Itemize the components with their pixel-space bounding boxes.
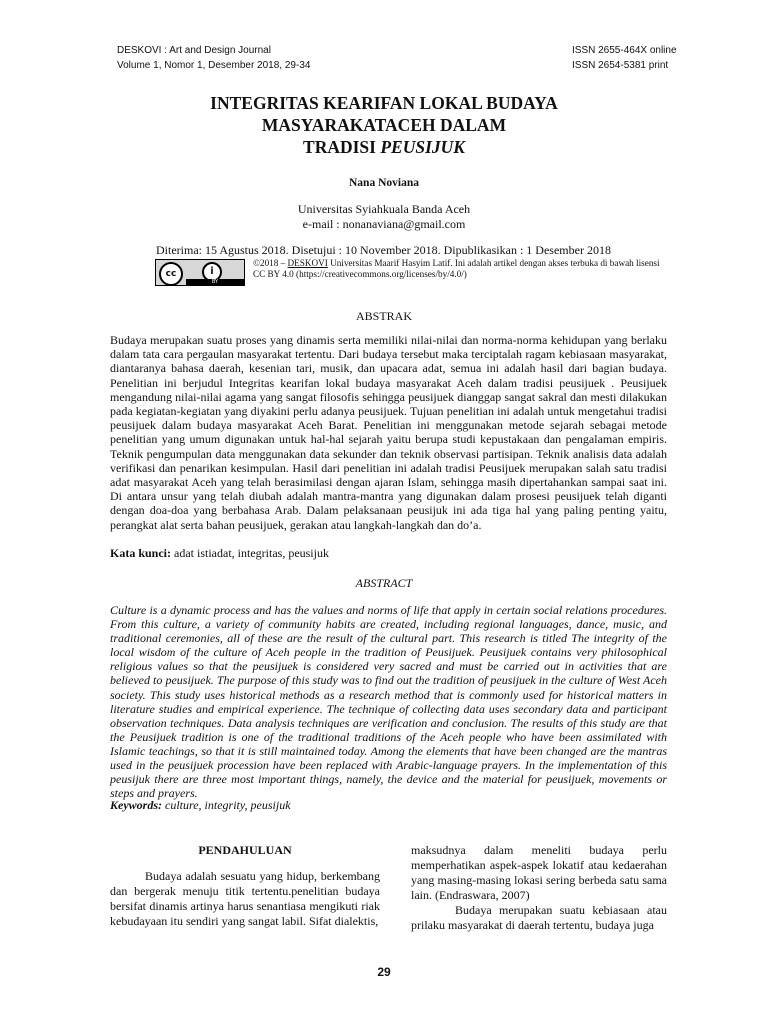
by-label: BY (186, 279, 244, 285)
running-header-left (117, 43, 310, 73)
license-notice (253, 258, 663, 280)
journal-name: DESKOVI : Art and Design Journal (117, 45, 271, 56)
issn-online: ISSN 2655-464X online (572, 45, 677, 56)
abstrak-heading: ABSTRAK (355, 309, 412, 323)
intro-paragraph-right-2: Budaya merupakan suatu kebiasaan atau prilaku masyarakat di daerah tertentu, budaya juga (411, 903, 667, 932)
author-email: e-mail : nonanaviana@gmail.com (302, 217, 466, 231)
title-line-3-prefix: TRADISI (303, 137, 381, 157)
title-line-3-italic: PEUSIJUK (380, 137, 465, 157)
abstrak-text: Budaya merupakan suatu proses yang dinamis serta memiliki nilai-nilai dan norma-norma kehidupan yang berlaku dalam tata cara pergaulan masyarakat tertentu. Dari budaya tersebut maka terciptalah ragam kebiasaan masyarakat, diantaranya bahasa daerah, kesenian tari, musik, dan upacara adat, semua ini adalah hasil dari bagian budaya. Penelitian ini berjudul Integritas kearifan lokal budaya masyarakat Aceh dalam tradisi peusijuek . Peusijuek mengandung nilai-nilai agama yang sangat filosofis sehingga peusijuek dianggap sangat sakral dan mesti dilakukan pada kegiatan-kegiatan yang diyakini perlu adanya peusijuek. Tujuan penelitian ini adalah untuk mengetahui tradisi peusijuek dalam budaya masyarakat Aceh Barat. Penelitian ini menggunakan metode sejarah sebagai metode penelitian yang umum digunakan untuk hal-hal sejarah yaitu berupa studi kepustakaan dan pengalaman empiris. Teknik pengumpulan data menggunakan data sekunder dan teknik observasi partisipan. Teknik analisis data adalah verifikasi dan penarikan kesimpulan. Hasil dari penelitian ini adalah tradisi Peusijuek merupakan salah satu tradisi adat masyarakat Aceh yang telah berasimilasi dengan ajaran Islam, sehingga masih dipertahankan sampai saat ini. Di antara unsur yang telah diubah adalah mantra-mantra yang digunakan dalam prosesi peusijuek telah diganti dengan doa-doa yang berbahasa Arab. Dalam pelaksanaan peusijuk ini ada tiga hal yang paling penting yaitu, perangkat alat serta bahan peusijuek, gerakan atau langkah-langkah dan do’a. (110, 333, 667, 532)
title-line-2: MASYARAKATACEH DALAM (261, 115, 507, 135)
cc-logo-icon: cc (159, 262, 183, 286)
running-header-right (572, 43, 677, 73)
intro-paragraph-left: Budaya adalah sesuatu yang hidup, berkembang dan bergerak menuju titik tertentu.penelitian budaya bersifat dinamis artinya harus senantiasa mengikuti riak kebudayaan itu sendiri yang sangat labil. Sifat dialektis, (110, 869, 380, 928)
copyright-prefix: ©2018 – (253, 258, 288, 268)
page-number: 29 (377, 965, 391, 979)
attribution-person-icon: i (202, 262, 222, 282)
volume-info: Volume 1, Nomor 1, Desember 2018, 29-34 (117, 60, 311, 71)
left-column (110, 843, 380, 929)
article-title (0, 92, 768, 158)
abstract-heading: ABSTRACT (355, 576, 413, 590)
keywords-label: Keywords: (110, 798, 162, 812)
affiliation: Universitas Syiahkuala Banda Aceh (297, 202, 471, 216)
right-column (411, 843, 667, 933)
kata-kunci-label: Kata kunci: (110, 546, 172, 560)
journal-link[interactable]: DESKOVI (287, 258, 328, 268)
keywords-values: culture, integrity, peusijuk (162, 798, 291, 812)
issn-print: ISSN 2654-5381 print (572, 60, 669, 71)
cc-by-license-badge[interactable] (155, 259, 245, 286)
author-name: Nana Noviana (349, 177, 419, 189)
pendahuluan-heading: PENDAHULUAN (198, 843, 292, 857)
title-line-1: INTEGRITAS KEARIFAN LOKAL BUDAYA (210, 93, 558, 113)
keywords (110, 798, 667, 813)
intro-paragraph-right-1: maksudnya dalam meneliti budaya perlu memperhatikan aspek-aspek lokatif atau kedaerahan yang masing-masing lokasi sering berbeda satu sama lain. (Endraswara, 2007) (411, 843, 667, 902)
kata-kunci-values: adat istiadat, integritas, peusijuk (171, 546, 329, 560)
abstract-text: Culture is a dynamic process and has the values and norms of life that apply in certain social relations procedures. From this culture, a variety of community habits are created, including regional languages, dance, music, and traditional ceremonies, all of these are the result of the cultural part. This research is titled The integrity of the local wisdom of the culture of Aceh people in the tradition of Peusijuek. Peusijuek contains very philosophical religious values so that the peusijuek is considered very sacred and must be carried out in activities that are believed to peusijuek. The purpose of this study was to find out the tradition of peusijuek in the culture of West Aceh society. This study uses historical methods as a research method that is commonly used for historical matters in literature studies and empirical experience. The technique of collecting data uses secondary data and participant observation techniques. Data analysis techniques are verification and conclusion. The results of this study are that the Peusijuek tradition is one of the traditional traditions of the Aceh people who have been assimilated with Islamic teachings, so that it is still maintained today. Among the elements that have been changed are the mantras used in the peusijuek procession have been replaced with Arabic-language prayers. In the implementation of this peusijuk there are three most important things, namely, the device and the material for peusijuek, movements or steps and prayers. (110, 603, 667, 801)
title-line-3 (0, 136, 768, 158)
author-affiliation (0, 202, 768, 232)
copyright-rest: Universitas Maarif Hasyim Latif. Ini adalah artikel dengan akses terbuka di bawah lisensi CC BY 4.0 (https://creativecommons.org/licenses/by/4.0/) (253, 258, 660, 279)
publication-dates: Diterima: 15 Agustus 2018. Disetujui : 10 November 2018. Dipublikasikan : 1 Desember 2018 (156, 243, 611, 257)
kata-kunci (110, 546, 667, 561)
